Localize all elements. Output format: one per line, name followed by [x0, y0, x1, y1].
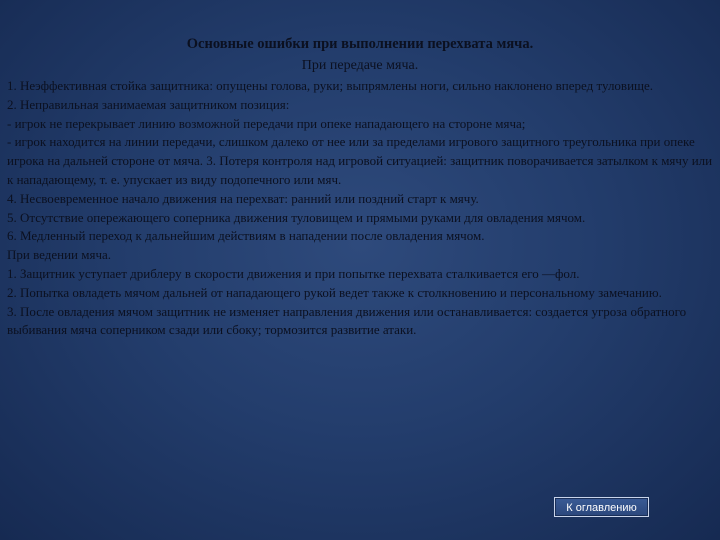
dribbling-error-item-2: 2. Попытка овладеть мячом дальней от нападающего рукой ведет также к столкновению и персональному замечанию. — [7, 284, 662, 300]
slide-body — [7, 77, 713, 340]
section-heading-passing: При передаче мяча. — [301, 58, 419, 73]
error-item-6: 6. Медленный переход к дальнейшим действиям в нападении после овладения мячом. — [7, 228, 485, 244]
dribbling-error-item-3: 3. После овладения мячом защитник не изменяет направления движения или останавливается: создается угроза обратного выбивания мяча соперником сзади или сбоку; тормозится развитие атаки. — [7, 303, 687, 338]
slide-title: Основные ошибки при выполнении перехвата мяча. — [186, 36, 534, 52]
error-item-4: 4. Несвоевременное начало движения на перехват: ранний или поздний старт к мячу. — [7, 190, 479, 206]
error-item-5: 5. Отсутствие опережающего соперника движения туловищем и прямыми руками для овладения мячом. — [7, 209, 586, 225]
error-item-1: 1. Неэффективная стойка защитника: опущены голова, руки; выпрямлены ноги, сильно наклонено вперед туловище. — [7, 78, 654, 93]
error-item-2: 2. Неправильная занимаемая защитником позиция: — [7, 96, 290, 112]
dribbling-error-item-1: 1. Защитник уступает дриблеру в скорости движения и при попытке перехвата сталкивается его —фол. — [7, 265, 580, 281]
section-heading-dribbling: При ведении мяча. — [7, 247, 112, 263]
error-item-2-sub-1: - игрок не перекрывает линию возможной передачи при опеке нападающего на стороне мяча; — [7, 115, 526, 131]
error-item-2-sub-2: - игрок находится на линии передачи, слишком далеко от нее или за пределами игрового защитного треугольника при опеке игрока на дальней стороне от мяча. 3. Потеря контроля над игровой ситуацией: защитник поворачивается затылком к мячу или к нападающему, т. е. упускает из виду подопечного или мяч. — [7, 134, 713, 187]
table-of-contents-button[interactable]: К оглавлению — [554, 497, 649, 517]
